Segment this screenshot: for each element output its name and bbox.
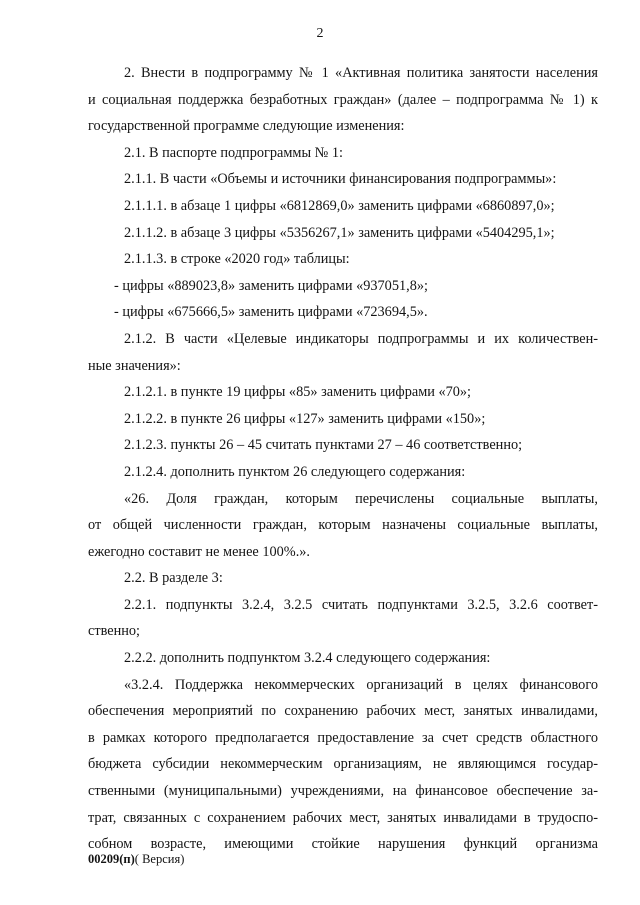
paragraph xyxy=(88,645,598,672)
version-label: ( Версия) xyxy=(134,852,185,866)
paragraph xyxy=(88,406,598,433)
paragraph xyxy=(88,326,598,379)
text-line: 2.2.1. подпункты 3.2.4, 3.2.5 считать подпунктами 3.2.5, 3.2.6 соответ- xyxy=(124,596,598,613)
paragraph xyxy=(88,193,598,220)
text-line: ственными (муниципальными) учреждениями, на финансовое обеспечение за- xyxy=(88,783,598,800)
text-line: ственно; xyxy=(88,623,141,640)
text-line: 2.1.2.4. дополнить пунктом 26 следующего содержания: xyxy=(124,463,466,480)
text-line: 2.1.2.1. в пункте 19 цифры «85» заменить цифрами «70»; xyxy=(124,384,472,401)
text-line: «26. Доля граждан, которым перечислены социальные выплаты, xyxy=(124,490,598,507)
paragraph xyxy=(88,140,598,167)
text-line: обеспечения мероприятий по сохранению рабочих мест, занятых инвалидами, xyxy=(88,703,598,720)
text-line: 2.2. В разделе 3: xyxy=(124,570,223,587)
text-line: трат, связанных с сохранением рабочих мест, занятых инвалидами в трудоспо- xyxy=(88,809,598,826)
paragraph xyxy=(88,565,598,592)
page-number: 2 xyxy=(316,26,324,41)
document-body xyxy=(88,60,598,858)
document-footer xyxy=(88,852,184,867)
paragraph xyxy=(88,166,598,193)
paragraph xyxy=(88,592,598,645)
text-line: 2.1.2. В части «Целевые индикаторы подпрограммы и их количествен- xyxy=(124,330,598,347)
text-line: 2.1. В паспорте подпрограммы № 1: xyxy=(124,144,343,161)
text-line: - цифры «675666,5» заменить цифрами «723694,5». xyxy=(114,304,428,321)
text-line: ежегодно составит не менее 100%.». xyxy=(88,543,310,560)
text-line: 2.1.1.2. в абзаце 3 цифры «5356267,1» заменить цифрами «5404295,1»; xyxy=(124,224,555,241)
paragraph xyxy=(88,299,598,326)
paragraph xyxy=(88,672,598,858)
paragraph xyxy=(88,459,598,486)
text-line: ные значения»: xyxy=(88,357,181,374)
paragraph xyxy=(88,379,598,406)
text-line: 2.1.2.2. в пункте 26 цифры «127» заменить цифрами «150»; xyxy=(124,410,486,427)
text-line: в рамках которого предполагается предоставление за счет средств областного xyxy=(88,729,598,746)
text-line: и социальная поддержка безработных граждан» (далее – подпрограмма № 1) к xyxy=(88,91,598,108)
text-line: бюджета субсидии некоммерческим организациям, не являющимся государ- xyxy=(88,756,598,773)
text-line: «3.2.4. Поддержка некоммерческих организаций в целях финансового xyxy=(124,676,598,693)
text-line: - цифры «889023,8» заменить цифрами «937051,8»; xyxy=(114,277,428,294)
text-line: от общей численности граждан, которым назначены социальные выплаты, xyxy=(88,517,598,534)
paragraph xyxy=(88,246,598,273)
paragraph xyxy=(88,220,598,247)
text-line: 2.1.1.1. в абзаце 1 цифры «6812869,0» заменить цифрами «6860897,0»; xyxy=(124,197,555,214)
paragraph xyxy=(88,486,598,566)
paragraph xyxy=(88,273,598,300)
paragraph xyxy=(88,60,598,140)
text-line: 2.1.2.3. пункты 26 – 45 считать пунктами 27 – 46 соответственно; xyxy=(124,437,523,454)
text-line: 2.1.1. В части «Объемы и источники финансирования подпрограммы»: xyxy=(124,171,557,188)
text-line: 2.2.2. дополнить подпунктом 3.2.4 следующего содержания: xyxy=(124,650,491,667)
text-line: 2.1.1.3. в строке «2020 год» таблицы: xyxy=(124,251,350,268)
paragraph xyxy=(88,432,598,459)
text-line: собном возрасте, имеющими стойкие нарушения функций организма xyxy=(88,836,598,853)
text-line: 2. Внести в подпрограмму № 1 «Активная политика занятости населения xyxy=(124,65,598,81)
text-line: государственной программе следующие изменения: xyxy=(88,118,405,135)
document-code: 00209(п) xyxy=(88,852,135,866)
